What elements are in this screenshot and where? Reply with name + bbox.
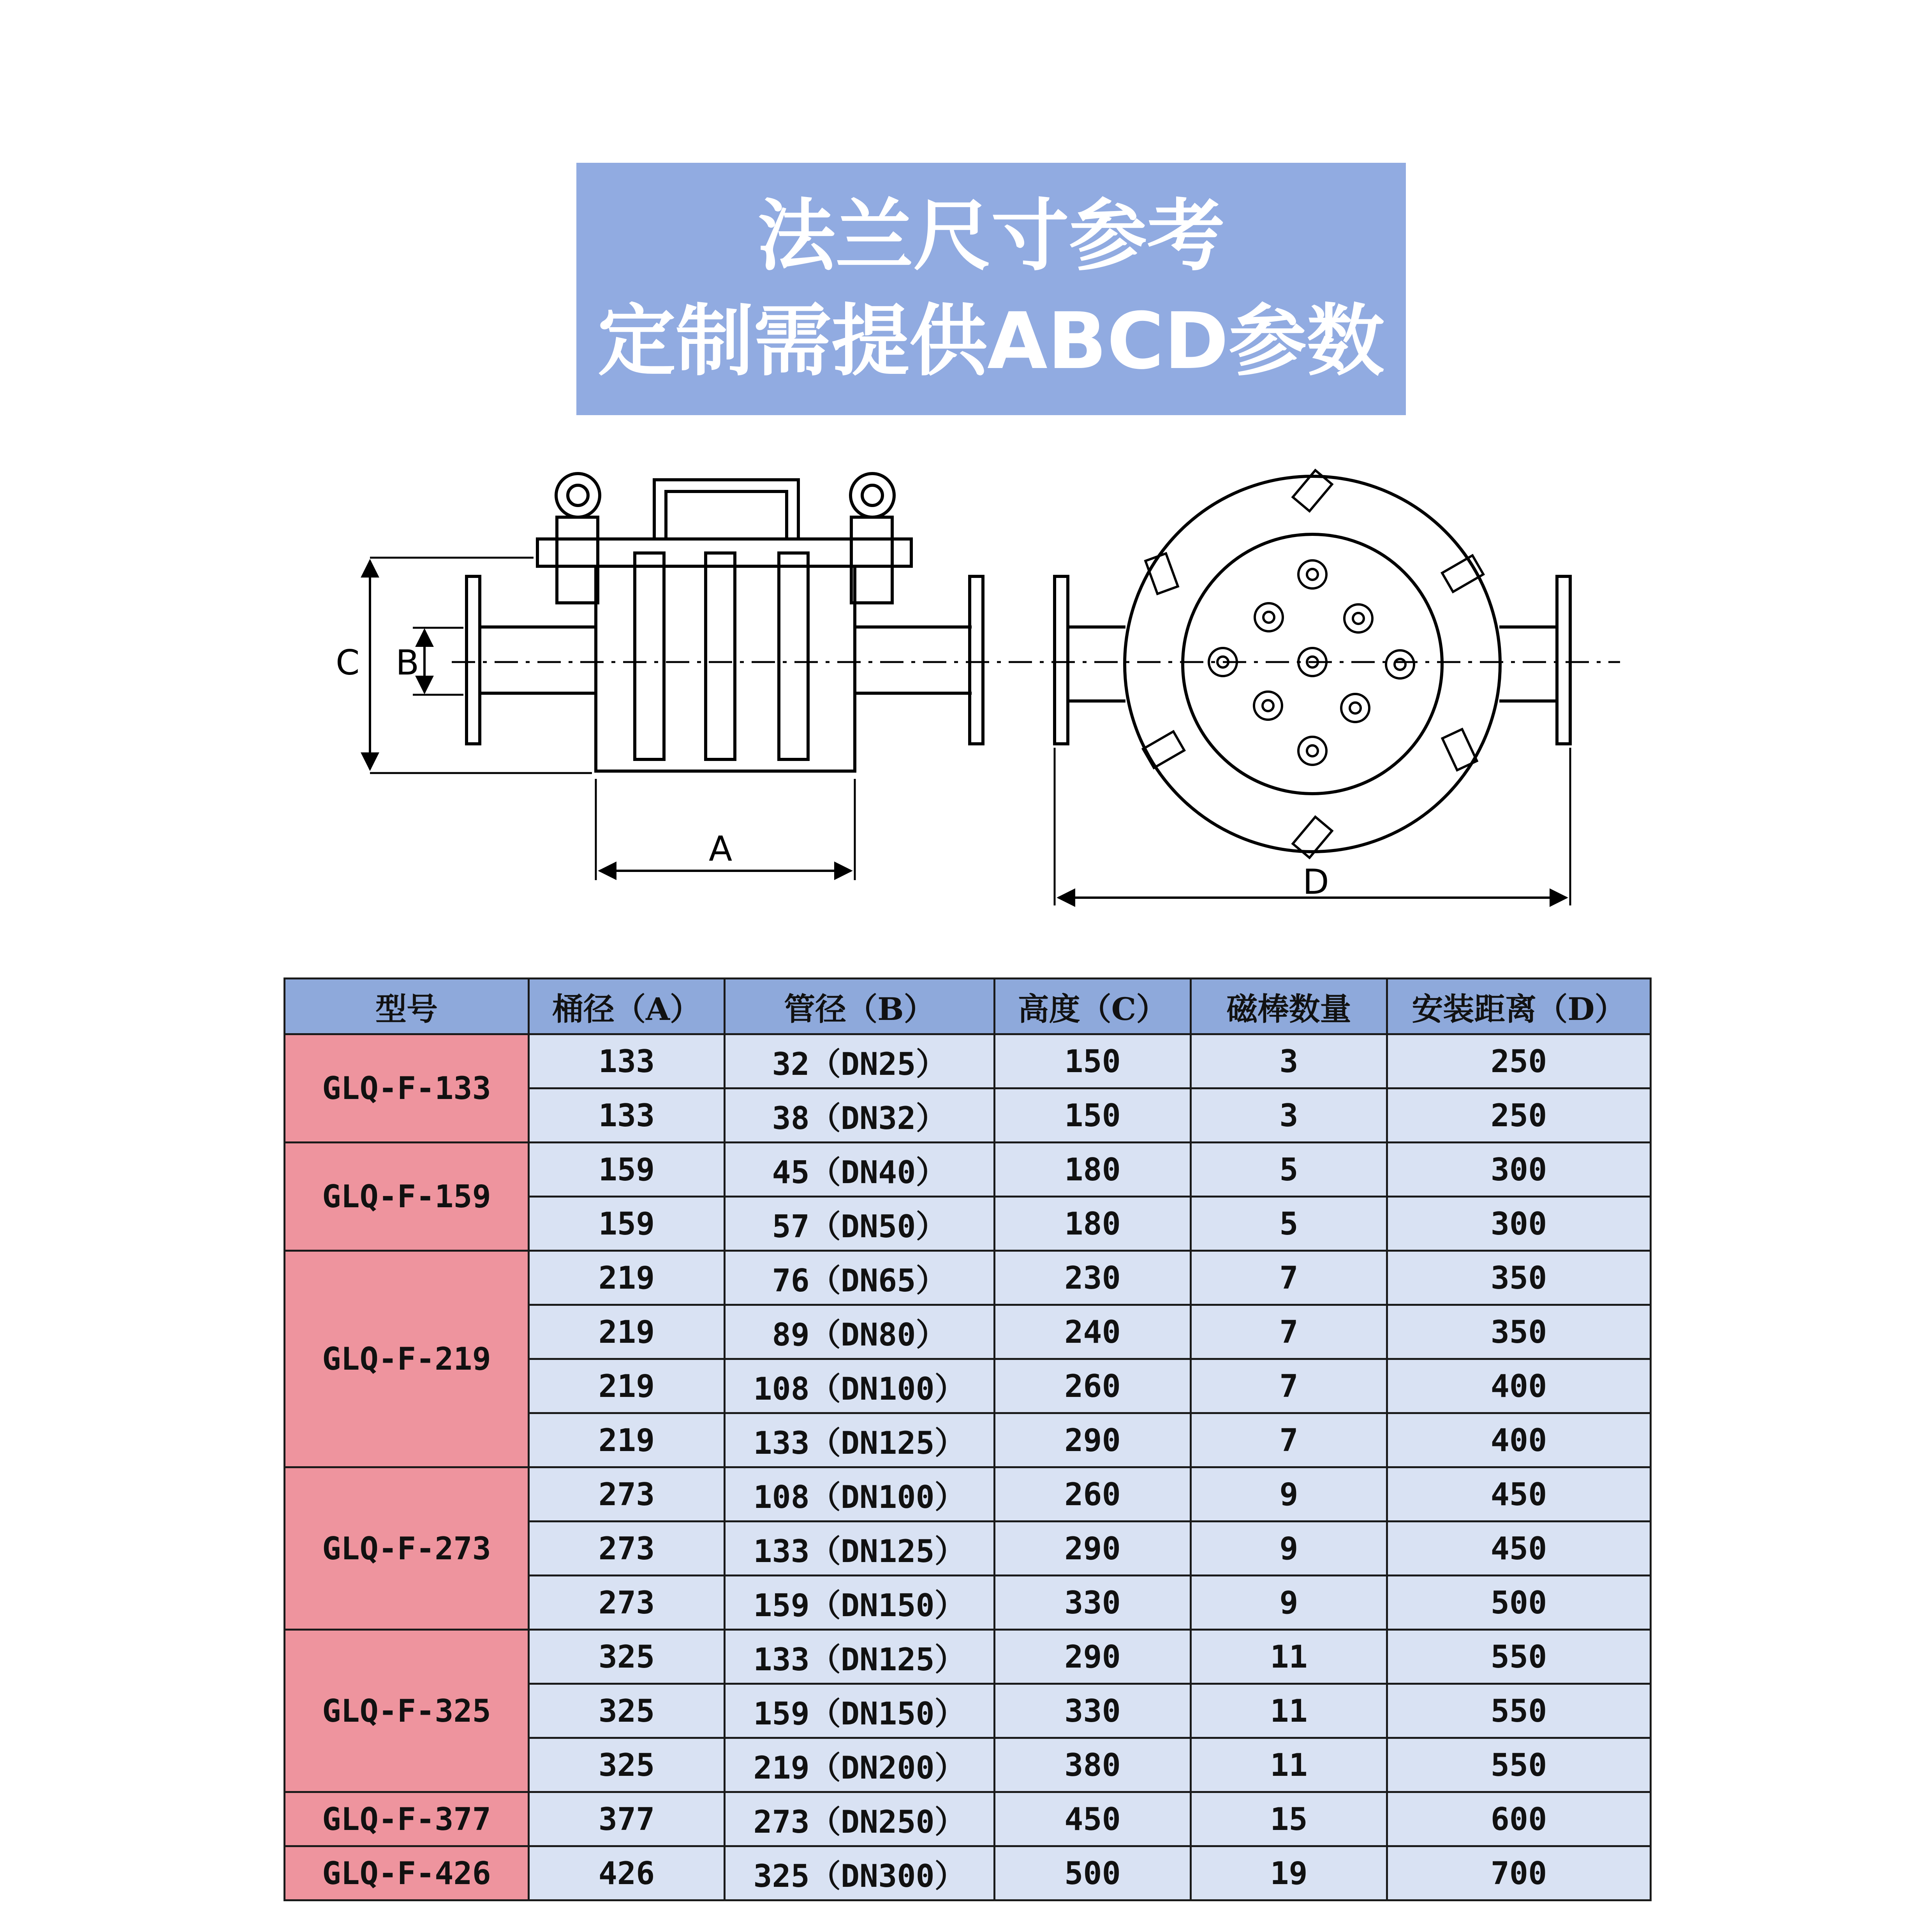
pipe-diameter-cell: 89（DN80） [725,1305,995,1359]
install-distance-cell: 350 [1387,1305,1651,1359]
rod-count-cell: 3 [1191,1088,1387,1143]
pipe-diameter-cell: 32（DN25） [725,1034,995,1088]
flange-dimension-drawing [0,428,1932,935]
rod-count-cell: 7 [1191,1413,1387,1467]
install-distance-cell: 450 [1387,1522,1651,1576]
pipe-diameter-cell: 133（DN125） [725,1630,995,1684]
rod-count-cell: 5 [1191,1143,1387,1197]
height-cell: 180 [995,1143,1191,1197]
pipe-diameter-cell: 159（DN150） [725,1684,995,1738]
header-model: 型号 [285,979,529,1034]
install-distance-cell: 300 [1387,1143,1651,1197]
install-distance-cell: 550 [1387,1684,1651,1738]
barrel-diameter-cell: 426 [529,1846,725,1900]
pipe-diameter-cell: 159（DN150） [725,1576,995,1630]
barrel-diameter-cell: 133 [529,1088,725,1143]
height-cell: 150 [995,1088,1191,1143]
model-cell: GLQ-F-377 [285,1792,529,1846]
rod-count-cell: 3 [1191,1034,1387,1088]
install-distance-cell: 250 [1387,1034,1651,1088]
pipe-diameter-cell: 38（DN32） [725,1088,995,1143]
pipe-diameter-cell: 108（DN100） [725,1467,995,1522]
header-rod-count: 磁棒数量 [1191,979,1387,1034]
rod-count-cell: 9 [1191,1467,1387,1522]
barrel-diameter-cell: 325 [529,1684,725,1738]
height-cell: 260 [995,1467,1191,1522]
table-row [285,1143,1651,1197]
barrel-diameter-cell: 219 [529,1305,725,1359]
title-banner [576,163,1406,415]
table-row [285,1630,1651,1684]
height-cell: 380 [995,1738,1191,1792]
height-cell: 240 [995,1305,1191,1359]
rod-count-cell: 9 [1191,1576,1387,1630]
pipe-diameter-cell: 219（DN200） [725,1738,995,1792]
table-header-row [285,979,1651,1034]
pipe-diameter-cell: 45（DN40） [725,1143,995,1197]
rod-count-cell: 7 [1191,1359,1387,1413]
dimension-label-c: C [336,643,360,683]
height-cell: 500 [995,1846,1191,1900]
barrel-diameter-cell: 159 [529,1143,725,1197]
barrel-diameter-cell: 219 [529,1413,725,1467]
rod-count-cell: 7 [1191,1251,1387,1305]
install-distance-cell: 250 [1387,1088,1651,1143]
spec-table [284,977,1652,1901]
pipe-diameter-cell: 273（DN250） [725,1792,995,1846]
model-cell: GLQ-F-325 [285,1630,529,1792]
dimension-label-b: B [396,643,419,683]
install-distance-cell: 350 [1387,1251,1651,1305]
install-distance-cell: 700 [1387,1846,1651,1900]
dimension-label-d: D [1303,862,1329,902]
pipe-diameter-cell: 133（DN125） [725,1413,995,1467]
rod-count-cell: 11 [1191,1630,1387,1684]
table-row [285,1792,1651,1846]
barrel-diameter-cell: 325 [529,1630,725,1684]
pipe-diameter-cell: 133（DN125） [725,1522,995,1576]
pipe-diameter-cell: 76（DN65） [725,1251,995,1305]
install-distance-cell: 600 [1387,1792,1651,1846]
pipe-diameter-cell: 325（DN300） [725,1846,995,1900]
barrel-diameter-cell: 273 [529,1467,725,1522]
header-height: 高度（C） [995,979,1191,1034]
install-distance-cell: 500 [1387,1576,1651,1630]
model-cell: GLQ-F-426 [285,1846,529,1900]
barrel-diameter-cell: 377 [529,1792,725,1846]
rod-count-cell: 15 [1191,1792,1387,1846]
install-distance-cell: 400 [1387,1413,1651,1467]
height-cell: 150 [995,1034,1191,1088]
height-cell: 260 [995,1359,1191,1413]
height-cell: 230 [995,1251,1191,1305]
barrel-diameter-cell: 219 [529,1359,725,1413]
height-cell: 330 [995,1684,1191,1738]
height-cell: 450 [995,1792,1191,1846]
model-cell: GLQ-F-159 [285,1143,529,1251]
pipe-diameter-cell: 108（DN100） [725,1359,995,1413]
rod-count-cell: 9 [1191,1522,1387,1576]
height-cell: 290 [995,1413,1191,1467]
model-cell: GLQ-F-273 [285,1467,529,1630]
banner-title-line1: 法兰尺寸参考 [757,191,1225,282]
install-distance-cell: 450 [1387,1467,1651,1522]
rod-count-cell: 5 [1191,1197,1387,1251]
front-view [1055,470,1570,905]
banner-title-line2: 定制需提供ABCD参数 [597,296,1385,387]
table-row [285,1251,1651,1305]
height-cell: 290 [995,1630,1191,1684]
model-cell: GLQ-F-219 [285,1251,529,1467]
install-distance-cell: 550 [1387,1738,1651,1792]
install-distance-cell: 400 [1387,1359,1651,1413]
barrel-diameter-cell: 159 [529,1197,725,1251]
table-row [285,1034,1651,1088]
rod-count-cell: 11 [1191,1684,1387,1738]
dimension-label-a: A [709,829,733,869]
rod-count-cell: 11 [1191,1738,1387,1792]
barrel-diameter-cell: 219 [529,1251,725,1305]
height-cell: 290 [995,1522,1191,1576]
install-distance-cell: 550 [1387,1630,1651,1684]
barrel-diameter-cell: 273 [529,1522,725,1576]
install-distance-cell: 300 [1387,1197,1651,1251]
barrel-diameter-cell: 133 [529,1034,725,1088]
height-cell: 330 [995,1576,1191,1630]
header-install-distance: 安装距离（D） [1387,979,1651,1034]
table-row [285,1467,1651,1522]
barrel-diameter-cell: 325 [529,1738,725,1792]
barrel-diameter-cell: 273 [529,1576,725,1630]
model-cell: GLQ-F-133 [285,1034,529,1143]
header-pipe-diameter: 管径（B） [725,979,995,1034]
table-row [285,1846,1651,1900]
pipe-diameter-cell: 57（DN50） [725,1197,995,1251]
rod-count-cell: 19 [1191,1846,1387,1900]
rod-count-cell: 7 [1191,1305,1387,1359]
header-barrel-diameter: 桶径（A） [529,979,725,1034]
side-view [370,474,1620,880]
height-cell: 180 [995,1197,1191,1251]
